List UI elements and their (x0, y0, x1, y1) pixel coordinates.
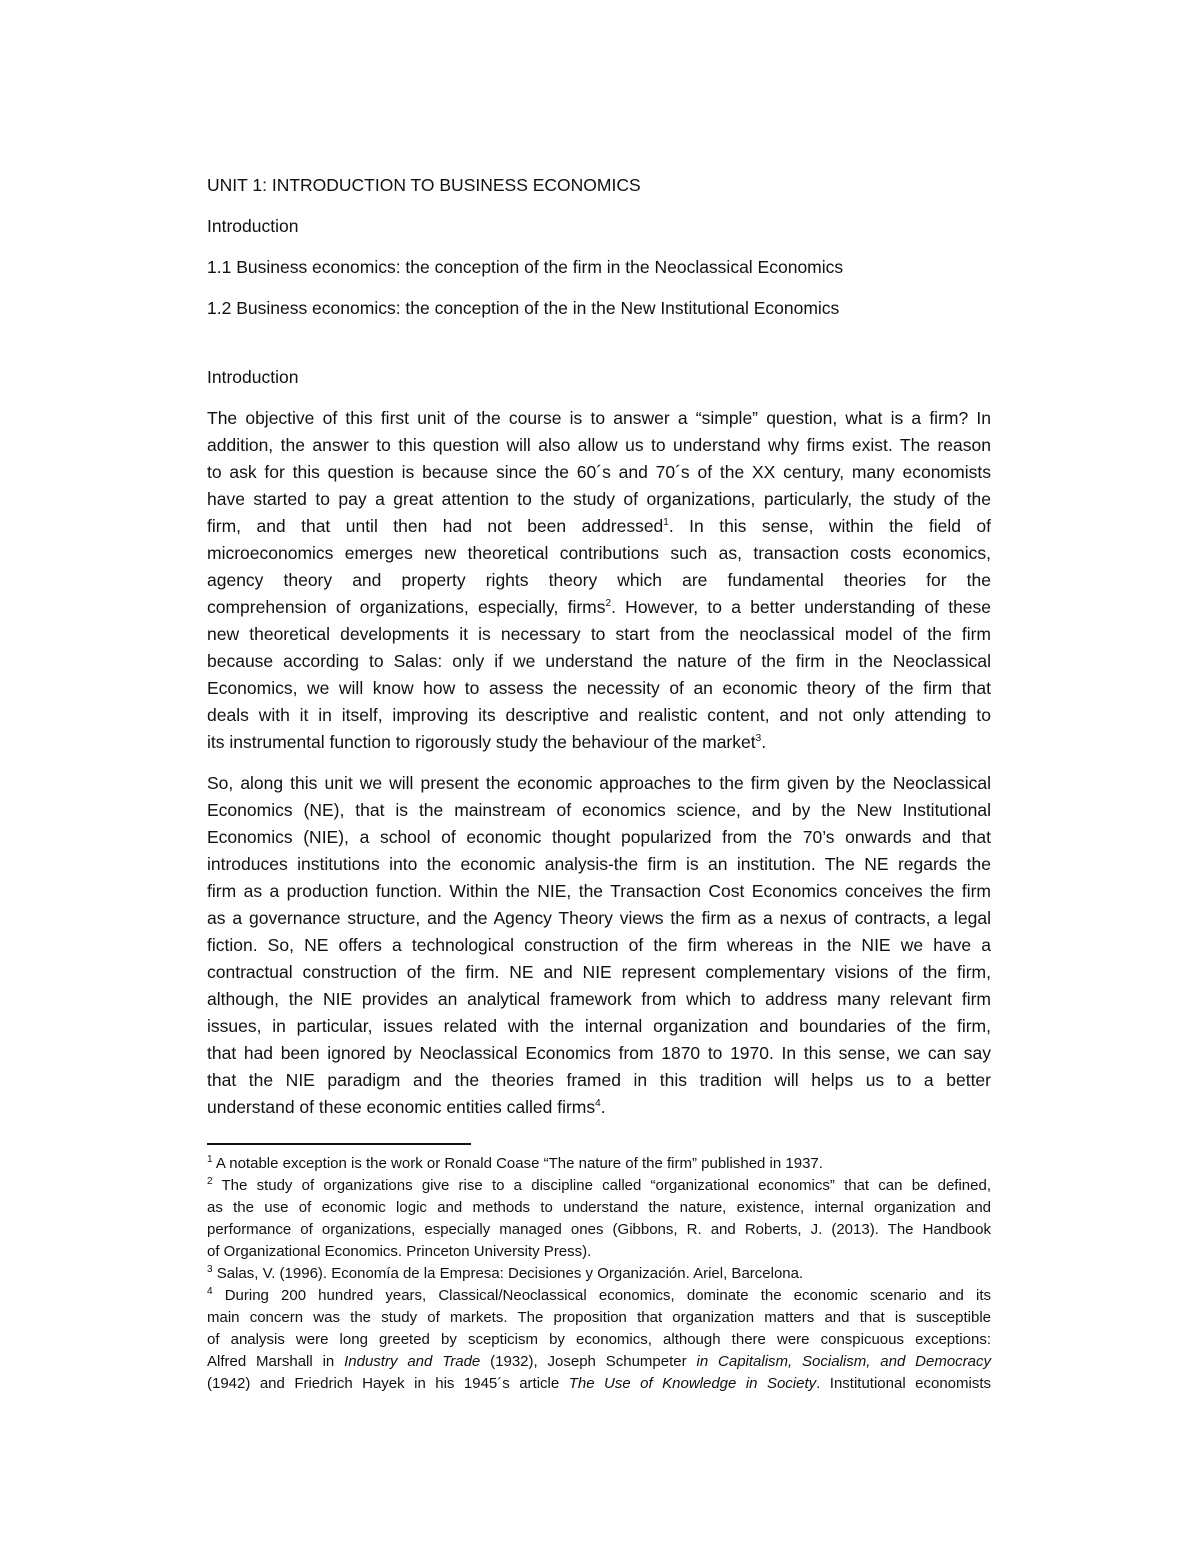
toc-item-1-1: 1.1 Business economics: the conception of the firm in the Neoclassical Economics (207, 257, 844, 277)
paragraph-line: have started to pay a great attention to the study of organizations, particularly, the study of the (207, 489, 991, 509)
footnote-line: as the use of economic logic and methods to understand the nature, existence, internal organization and (207, 1199, 991, 1216)
paragraph-line: fiction. So, NE offers a technological construction of the firm whereas in the NIE we have a (207, 935, 991, 955)
paragraph-line: that had been ignored by Neoclassical Economics from 1870 to 1970. In this sense, we can say (207, 1043, 991, 1063)
footnote-line: Alfred Marshall in Industry and Trade (1932), Joseph Schumpeter in Capitalism, Socialism, and Democracy (207, 1353, 991, 1370)
paragraph-line: deals with it in itself, improving its descriptive and realistic content, and not only attending to (207, 705, 991, 725)
footnote-line: main concern was the study of markets. The proposition that organization matters and that is susceptible (207, 1309, 991, 1326)
paragraph-line: introduces institutions into the economic analysis-the firm is an institution. The NE regards the (207, 854, 991, 874)
toc-item-1-2: 1.2 Business economics: the conception of the in the New Institutional Economics (207, 298, 840, 318)
paragraph-line: understand of these economic entities called firms$^4$. (207, 1097, 606, 1117)
footnote-line: of Organizational Economics. Princeton University Press). (207, 1243, 592, 1260)
paragraph-line: although, the NIE provides an analytical framework from which to address many relevant firm (207, 989, 991, 1009)
footnote-ref-3[interactable]: 3 (755, 733, 762, 745)
footnote-text: Salas, V. (1996). Economía de la Empresa: Decisiones y Organización. Ariel, Barcelona. (216, 1265, 804, 1282)
section-heading: Introduction (207, 367, 299, 387)
paragraph-line: firm, and that until then had not been addressed$^1$. In this sense, within the field of (207, 516, 991, 536)
paragraph-line: comprehension of organizations, especially, firms$^2$. However, to a better understanding of these (207, 597, 992, 617)
footnote-line: (1942) and Friedrich Hayek in his 1945´s article The Use of Knowledge in Society. Institutional economists (207, 1375, 991, 1392)
paragraph-line: So, along this unit we will present the economic approaches to the firm given by the Neoclassical (207, 773, 991, 793)
footnote-mark-1: 1 (207, 1154, 213, 1165)
footnote-text: The study of organizations give rise to a discipline called “organizational economics” that can be defined, (221, 1177, 991, 1194)
paragraph-line: Economics, we will know how to assess the necessity of an economic theory of the firm that (207, 678, 991, 698)
paragraph-line: as a governance structure, and the Agency Theory views the firm as a nexus of contracts, a legal (207, 908, 991, 928)
paragraph-line: agency theory and property rights theory which are fundamental theories for the (207, 570, 991, 590)
book-title: in Capitalism, Socialism, and Democracy (696, 1353, 991, 1370)
paragraph-line: new theoretical developments it is necessary to start from the neoclassical model of the firm (207, 624, 991, 644)
footnote-1 (207, 1153, 991, 1175)
footnote-3 (207, 1263, 991, 1285)
footnote-ref-1[interactable]: 1 (663, 517, 669, 529)
paragraph-line: The objective of this first unit of the course is to answer a “simple” question, what is a firm? In (207, 408, 991, 428)
book-title: Industry and Trade (344, 1353, 481, 1370)
footnote-mark-3: 3 (207, 1264, 213, 1275)
paragraph-objective (207, 405, 991, 756)
paragraph-line: its instrumental function to rigorously study the behaviour of the market$^3$. (207, 732, 767, 752)
article-title: The Use of Knowledge in Society (568, 1375, 817, 1392)
unit-title: UNIT 1: INTRODUCTION TO BUSINESS ECONOMICS (207, 175, 641, 195)
paragraph-line: Economics (NIE), a school of economic thought popularized from the 70’s onwards and that (207, 827, 991, 847)
footnote-2 (207, 1175, 991, 1263)
footnote-separator (207, 1143, 471, 1145)
paragraph-line: because according to Salas: only if we understand the nature of the firm in the Neoclassical (207, 651, 991, 671)
footnote-text: A notable exception is the work or Ronald Coase “The nature of the firm” published in 1937. (215, 1155, 823, 1172)
paragraph-line: issues, in particular, issues related with the internal organization and boundaries of the firm, (207, 1016, 991, 1036)
paragraph-line: contractual construction of the firm. NE and NIE represent complementary visions of the firm, (207, 962, 991, 982)
footnote-4 (207, 1285, 991, 1395)
footnote-ref-2[interactable]: 2 (605, 598, 612, 610)
footnote-line: of analysis were long greeted by scepticism by economics, although there were conspicuous exceptions: (207, 1331, 991, 1348)
paragraph-line: addition, the answer to this question will also allow us to understand why firms exist. The reason (207, 435, 991, 455)
footnote-text: During 200 hundred years, Classical/Neoclassical economics, dominate the economic scenario and its (224, 1287, 991, 1304)
paragraph-line: microeconomics emerges new theoretical contributions such as, transaction costs economics, (207, 543, 991, 563)
footnote-ref-4[interactable]: 4 (595, 1098, 601, 1110)
paragraph-line: Economics (NE), that is the mainstream of economics science, and by the New Institutional (207, 800, 991, 820)
toc-item-introduction: Introduction (207, 216, 299, 236)
document-page (207, 172, 991, 1395)
paragraph-line: firm as a production function. Within the NIE, the Transaction Cost Economics conceives the firm (207, 881, 991, 901)
paragraph-line: that the NIE paradigm and the theories framed in this tradition will helps us to a better (207, 1070, 991, 1090)
footnote-mark-4: 4 (207, 1286, 213, 1297)
paragraph-approaches (207, 770, 991, 1121)
footnote-line: performance of organizations, especially managed ones (Gibbons, R. and Roberts, J. (2013). The Handbook (207, 1221, 991, 1238)
paragraph-line: to ask for this question is because since the 60´s and 70´s of the XX century, many economists (207, 462, 991, 482)
footnote-mark-2: 2 (207, 1176, 213, 1187)
